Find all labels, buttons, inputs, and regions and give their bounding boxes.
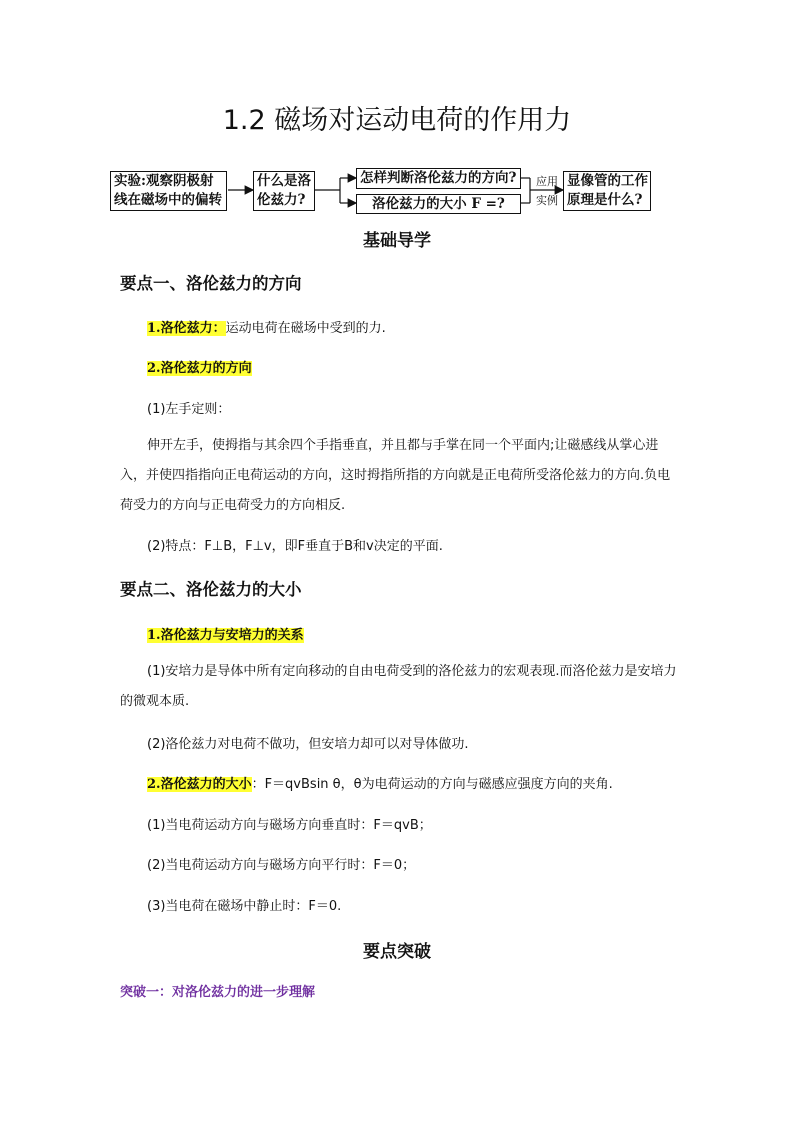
point1-sub1: (1)左手定则： <box>147 402 231 417</box>
point2-item1-label: 1.洛伦兹力与安培力的关系 <box>147 628 304 643</box>
point2-case2: (2)当电荷运动方向与磁场方向平行时：F＝0； <box>147 858 416 873</box>
flow-box-experiment-line1: 实验:观察阴极射 <box>114 173 214 189</box>
arrow-label-example: 实例 <box>536 194 558 207</box>
flow-box-definition <box>253 171 315 211</box>
flow-box-experiment <box>110 171 227 211</box>
flow-box-direction: 怎样判断洛伦兹力的方向? <box>356 168 521 189</box>
point2-case3: (3)当电荷在磁场中静止时：F＝0. <box>147 899 342 914</box>
point2-item2-text: ：F＝qvBsin θ，θ为电荷运动的方向与磁感应强度方向的夹角. <box>251 777 613 792</box>
flow-box-crt-line2: 原理是什么? <box>567 192 643 208</box>
flow-box-crt <box>563 171 651 211</box>
arrow-label-apply: 应用 <box>536 175 558 188</box>
point2-heading: 要点二、洛伦兹力的大小 <box>120 580 302 599</box>
point1-item1-label: 1.洛伦兹力： <box>147 321 226 336</box>
flow-box-definition-line1: 什么是洛 <box>257 173 311 189</box>
point2-item1 <box>147 624 304 643</box>
section-heading-breakthrough: 要点突破 <box>363 942 431 962</box>
page-title: 1.2 磁场对运动电荷的作用力 <box>222 105 572 136</box>
point1-item2-label: 2.洛伦兹力的方向 <box>147 361 252 376</box>
point2-item2-label: 2.洛伦兹力的大小 <box>147 777 252 792</box>
point2-item2 <box>147 773 613 792</box>
flow-box-magnitude: 洛伦兹力的大小 F =? <box>356 194 521 214</box>
point1-heading: 要点一、洛伦兹力的方向 <box>120 274 302 293</box>
flow-box-experiment-line2: 线在磁场中的偏转 <box>114 192 222 208</box>
point1-item1 <box>147 317 386 336</box>
flow-box-definition-line2: 伦兹力? <box>257 192 306 208</box>
point1-item1-text: 运动电荷在磁场中受到的力. <box>225 321 386 336</box>
point2-para1: (1)安培力是导体中所有定向移动的自由电荷受到的洛伦兹力的宏观表现.而洛伦兹力是安培力的微观本质. <box>120 664 677 709</box>
point2-para2: (2)洛伦兹力对电荷不做功，但安培力却可以对导体做功. <box>147 737 469 752</box>
section-heading-basic: 基础导学 <box>363 231 431 251</box>
point2-case1: (1)当电荷运动方向与磁场方向垂直时：F＝qvB； <box>147 818 432 833</box>
point1-item2 <box>147 357 252 376</box>
point1-sub2: (2)特点：F⊥B，F⊥v，即F垂直于B和v决定的平面. <box>147 539 443 554</box>
flow-box-crt-line1: 显像管的工作 <box>567 173 648 189</box>
breakthrough1-heading: 突破一：对洛伦兹力的进一步理解 <box>120 985 316 1000</box>
point1-paragraph: 伸开左手，使拇指与其余四个手指垂直，并且都与手掌在同一个平面内;让磁感线从掌心进入，并使四指指向正电荷运动的方向，这时拇指所指的方向就是正电荷所受洛伦兹力的方向.负电荷受力的方向与正电荷受力的方向相反. <box>120 438 671 513</box>
